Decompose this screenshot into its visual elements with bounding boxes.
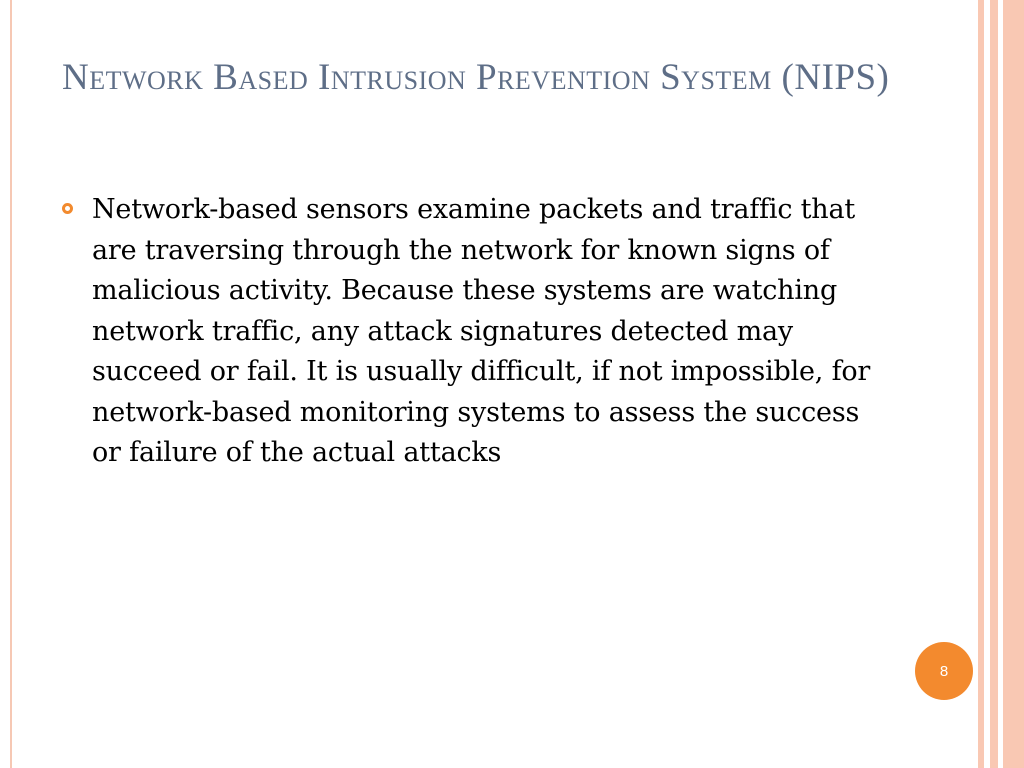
ring-bullet-icon	[62, 203, 73, 214]
page-number-badge: 8	[915, 642, 973, 700]
slide-title: Network Based Intrusion Prevention System (NIPS)	[62, 57, 890, 98]
right-border-stripe	[1003, 0, 1024, 768]
bullet-text: Network-based sensors examine packets and traffic that are traversing through the network for known signs of malicious activity. Because these systems are watching network traffic, any attack signatures detected may succeed or fail. It is usually difficult, if not impossible, for network-based monitoring systems to assess the success or failure of the actual attacks	[92, 194, 871, 468]
right-border-stripe	[990, 0, 998, 768]
left-border-line	[10, 0, 12, 768]
bullet-item	[62, 190, 882, 474]
